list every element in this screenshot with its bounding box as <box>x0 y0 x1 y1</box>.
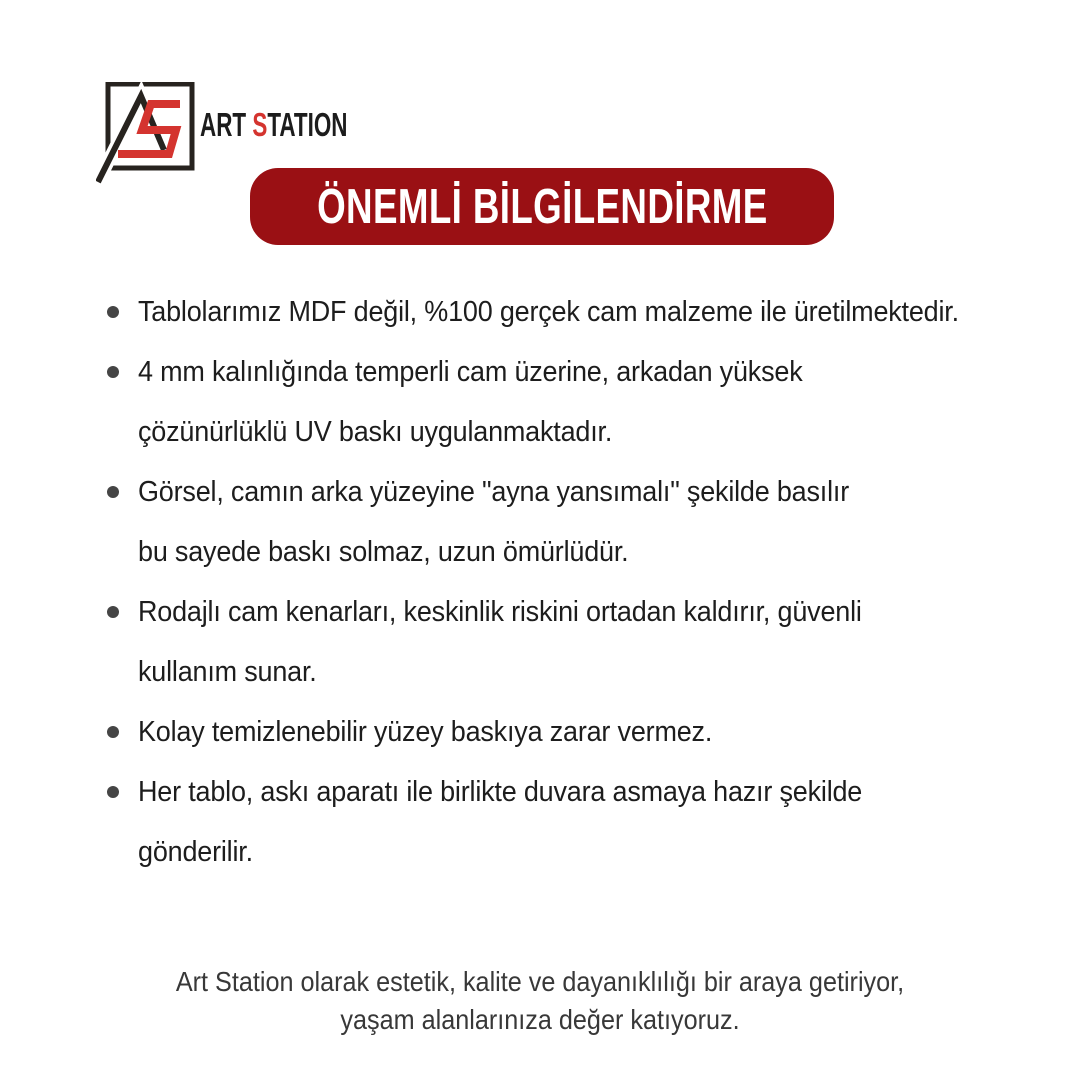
list-item-text <box>138 462 988 582</box>
brand-name-accent: S <box>252 106 268 143</box>
footer-line-2: yaşam alanlarınıza değer katıyoruz. <box>340 1004 740 1035</box>
bullet-dot-icon <box>107 366 119 378</box>
list-item-line: Kolay temizlenebilir yüzey baskıya zarar vermez. <box>138 716 713 748</box>
list-item-text <box>138 282 988 342</box>
bullet-dot-icon <box>107 306 119 318</box>
footer-tagline <box>0 963 1080 1039</box>
list-item-line: çözünürlüklü UV baskı uygulanmaktadır. <box>138 416 613 448</box>
list-item-line: kullanım sunar. <box>138 656 317 688</box>
list-item-line: Tablolarımız MDF değil, %100 gerçek cam malzeme ile üretilmektedir. <box>138 296 959 328</box>
brand-name-part1: ART <box>200 106 253 143</box>
list-item <box>102 282 1052 342</box>
list-item <box>102 702 1052 762</box>
list-item-line: 4 mm kalınlığında temperli cam üzerine, arkadan yüksek <box>138 356 803 388</box>
brand-name-part2: TATION <box>267 106 348 143</box>
list-item-line: bu sayede baskı solmaz, uzun ömürlüdür. <box>138 536 629 568</box>
list-item-line: Görsel, camın arka yüzeyine "ayna yansımalı" şekilde basılır <box>138 476 850 508</box>
bullet-dot-icon <box>107 486 119 498</box>
list-item <box>102 342 1052 462</box>
art-station-logo <box>96 82 198 186</box>
footer-tagline-text <box>54 963 1026 1039</box>
bullet-dot-icon <box>107 786 119 798</box>
as-monogram-icon <box>96 82 198 186</box>
list-item-text <box>138 702 988 762</box>
footer-line-1: Art Station olarak estetik, kalite ve dayanıklılığı bir araya getiriyor, <box>175 966 905 997</box>
bullet-dot-icon <box>107 726 119 738</box>
list-item <box>102 582 1052 702</box>
important-info-banner <box>250 168 834 245</box>
info-list <box>102 282 1052 882</box>
list-item <box>102 462 1052 582</box>
brand-name <box>200 106 348 144</box>
list-item-text <box>138 582 988 702</box>
list-item-line: gönderilir. <box>138 836 253 868</box>
bullet-dot-icon <box>107 606 119 618</box>
list-item-line: Her tablo, askı aparatı ile birlikte duvara asmaya hazır şekilde <box>138 776 863 808</box>
list-item <box>102 762 1052 882</box>
list-item-text <box>138 342 988 462</box>
list-item-line: Rodajlı cam kenarları, keskinlik riskini ortadan kaldırır, güvenli <box>138 596 862 628</box>
banner-title: ÖNEMLİ BİLGİLENDİRME <box>316 179 768 234</box>
list-item-text <box>138 762 988 882</box>
